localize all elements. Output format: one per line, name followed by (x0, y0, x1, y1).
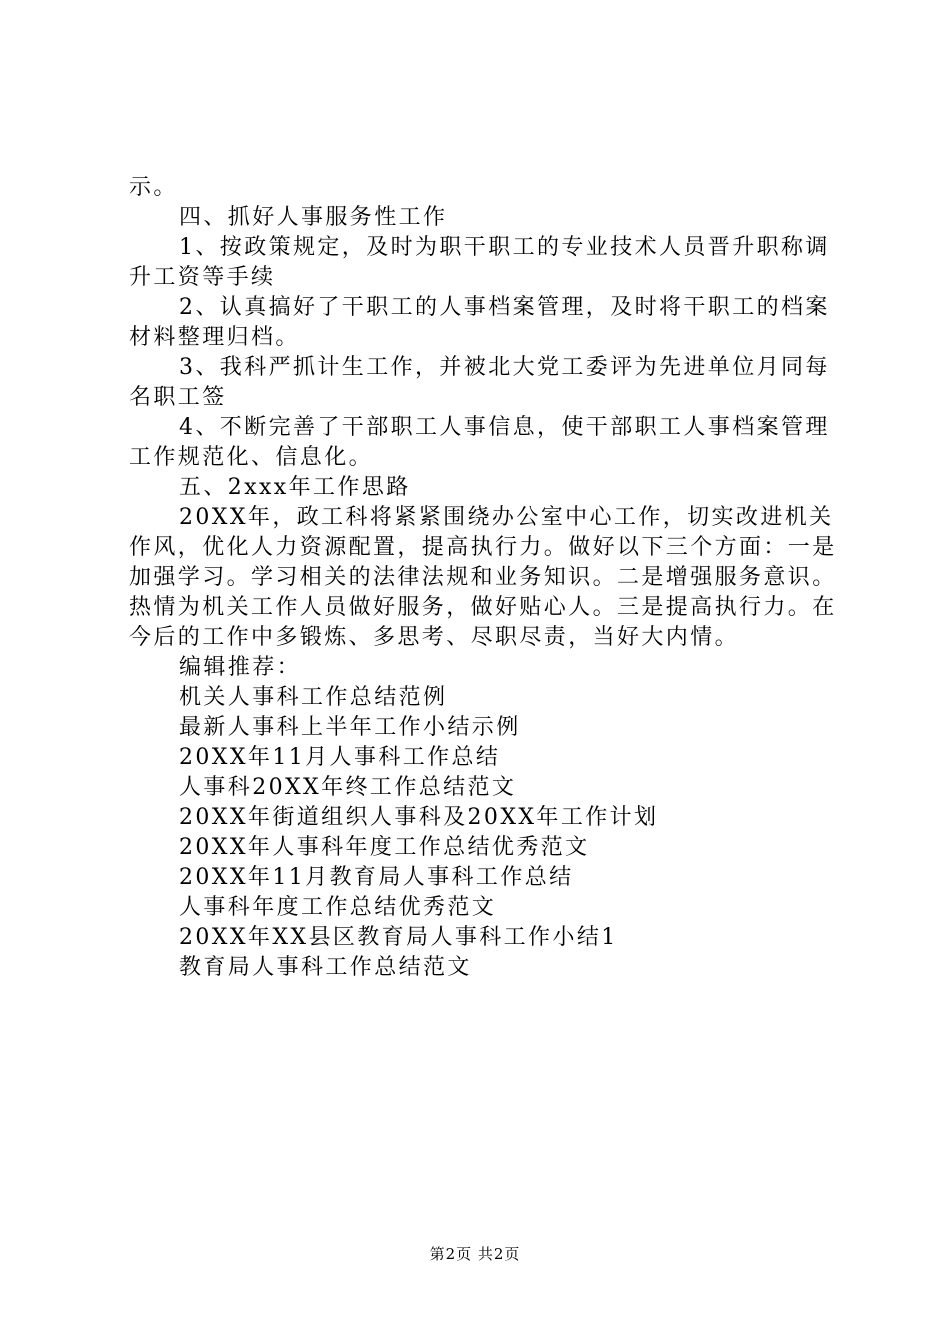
section-heading-four: 四、抓好人事服务性工作 (179, 205, 448, 230)
recommended-link[interactable]: 20XX年街道组织人事科及20XX年工作计划 (179, 805, 659, 830)
paragraph-item-3: 3、我科严抓计生工作，并被北大党工委评为先进单位月同每名职工签 (129, 355, 830, 410)
page-footer: 第2页 共2页 (429, 1245, 521, 1263)
section-heading-five: 五、2xxx年工作思路 (179, 475, 411, 500)
recommended-link[interactable]: 20XX年11月人事科工作总结 (179, 745, 501, 770)
recommended-list (129, 683, 839, 983)
recommended-link[interactable]: 20XX年XX县区教育局人事科工作小结1 (179, 925, 618, 950)
recommended-link[interactable]: 20XX年11月教育局人事科工作总结 (179, 865, 574, 890)
paragraph-continuation: 示。 (129, 175, 178, 200)
recommended-link[interactable]: 20XX年人事科年度工作总结优秀范文 (179, 835, 590, 860)
recommended-heading: 编辑推荐： (179, 655, 302, 680)
document-body (129, 173, 839, 983)
recommended-link[interactable]: 人事科年度工作总结优秀范文 (179, 895, 497, 920)
paragraph-item-1: 1、按政策规定，及时为职干职工的专业技术人员晋升职称调升工资等手续 (129, 235, 830, 290)
paragraph-item-2: 2、认真搞好了干职工的人事档案管理，及时将干职工的档案材料整理归档。 (129, 295, 830, 350)
recommended-link[interactable]: 最新人事科上半年工作小结示例 (179, 715, 521, 740)
paragraph-work-plan: 20XX年，政工科将紧紧围绕办公室中心工作，切实改进机关作风，优化人力资源配置，提高执行力。做好以下三个方面：一是加强学习。学习相关的法律法规和业务知识。二是增强服务意识。热情为机关工作人员做好服务，做好贴心人。三是提高执行力。在今后的工作中多锻炼、多思考、尽职尽责，当好大内情。 (129, 505, 837, 650)
paragraph-item-4: 4、不断完善了干部职工人事信息，使干部职工人事档案管理工作规范化、信息化。 (129, 415, 830, 470)
recommended-link[interactable]: 教育局人事科工作总结范文 (179, 955, 472, 980)
recommended-link[interactable]: 机关人事科工作总结范例 (179, 685, 448, 710)
recommended-link[interactable]: 人事科20XX年终工作总结范文 (179, 775, 517, 800)
